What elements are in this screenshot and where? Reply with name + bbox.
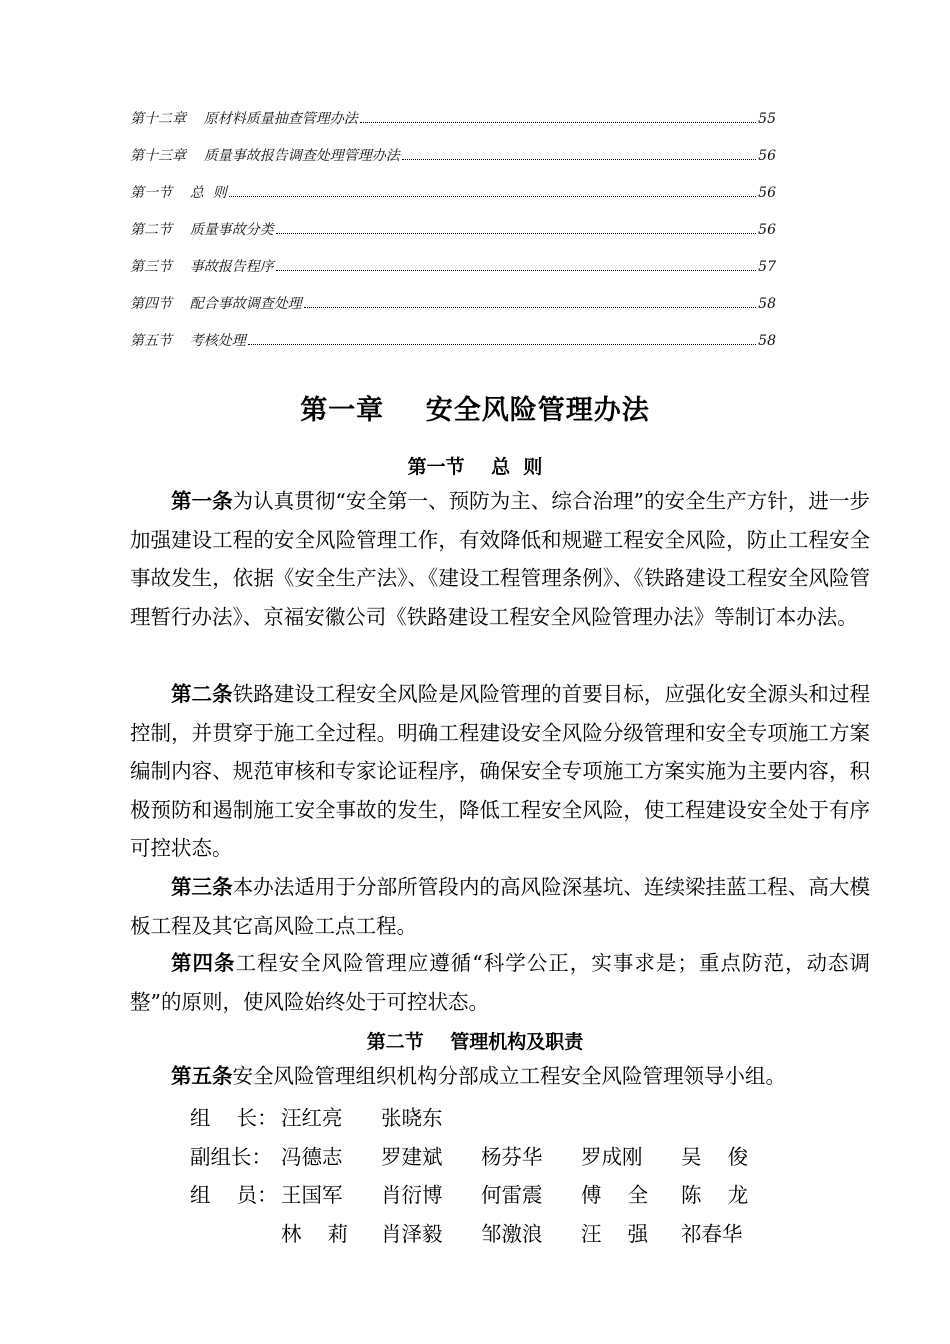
member-name: 肖泽毅 — [381, 1221, 443, 1246]
article-label: 第二条 — [171, 682, 233, 706]
toc-leader-dots — [276, 270, 756, 271]
toc-entry[interactable] — [130, 219, 776, 256]
member-name: 陈 龙 — [681, 1183, 749, 1208]
table-of-contents — [130, 108, 776, 367]
toc-entry-page: 56 — [758, 185, 776, 201]
article-3 — [130, 868, 870, 945]
toc-entry-page: 56 — [758, 222, 776, 238]
member-name: 何雷震 — [481, 1183, 543, 1208]
member-name: 祁春华 — [681, 1221, 743, 1246]
member-name: 罗成刚 — [581, 1144, 643, 1169]
member-name: 王国军 — [281, 1183, 343, 1208]
article-label: 第一条 — [171, 489, 233, 513]
member-name: 张晓东 — [381, 1106, 443, 1131]
toc-entry[interactable] — [130, 330, 776, 367]
chapter-title: 第一章 安全风险管理办法 — [300, 395, 650, 426]
member-name: 汪 强 — [581, 1221, 649, 1246]
toc-entry[interactable] — [130, 145, 776, 182]
toc-entry[interactable] — [130, 182, 776, 219]
toc-entry-page: 56 — [758, 148, 776, 164]
toc-entry[interactable] — [130, 256, 776, 293]
toc-entry-label: 第二节 质量事故分类 — [130, 222, 274, 238]
role-label: 组 长： — [190, 1106, 278, 1131]
role-label: 组 员： — [190, 1183, 278, 1208]
article-1 — [130, 482, 870, 636]
member-row — [190, 1174, 781, 1213]
toc-entry-label: 第四节 配合事故调查处理 — [130, 296, 302, 312]
member-name: 林 莉 — [281, 1221, 349, 1246]
article-label: 第四条 — [171, 951, 236, 975]
toc-leader-dots — [276, 233, 756, 234]
toc-entry[interactable] — [130, 108, 776, 145]
leadership-group-list — [190, 1097, 781, 1251]
toc-leader-dots — [402, 159, 756, 160]
article-4 — [130, 944, 870, 1021]
member-name: 罗建斌 — [381, 1144, 443, 1169]
toc-leader-dots — [304, 307, 756, 308]
toc-entry-label: 第五节 考核处理 — [130, 333, 246, 349]
toc-leader-dots — [248, 344, 756, 345]
section-title-general: 第一节 总 则 — [407, 456, 543, 478]
member-row — [190, 1213, 781, 1252]
toc-entry-label: 第三节 事故报告程序 — [130, 259, 274, 275]
toc-leader-dots — [229, 196, 756, 197]
toc-leader-dots — [360, 122, 756, 123]
article-label: 第三条 — [171, 875, 233, 899]
toc-entry-page: 58 — [758, 296, 776, 312]
toc-entry-page: 57 — [758, 259, 776, 275]
toc-entry-label: 第十三章 质量事故报告调查处理管理办法 — [130, 148, 400, 164]
section-title-organization: 第二节 管理机构及职责 — [366, 1031, 584, 1053]
toc-entry-page: 55 — [758, 111, 776, 127]
member-name: 吴 俊 — [681, 1144, 749, 1169]
toc-entry-page: 58 — [758, 333, 776, 349]
article-text: 铁路建设工程安全风险是风险管理的首要目标，应强化安全源头和过程控制，并贯穿于施工全过程。明确工程建设安全风险分级管理和安全专项施工方案编制内容、规范审核和专家论证程序，确保安全专项施工方案实施为主要内容，积极预防和遏制施工安全事故的发生，降低工程安全风险，使工程建设安全处于有序可控状态。 — [130, 682, 871, 860]
member-name: 汪红亮 — [281, 1106, 343, 1131]
article-text: 本办法适用于分部所管段内的高风险深基坑、连续梁挂蓝工程、高大模板工程及其它高风险工点工程。 — [130, 875, 871, 938]
member-name: 邹激浪 — [481, 1221, 543, 1246]
article-text: 工程安全风险管理应遵循“科学公正，实事求是；重点防范，动态调整”的原则，使风险始终处于可控状态。 — [130, 951, 871, 1014]
member-name: 肖衍博 — [381, 1183, 443, 1208]
member-name: 杨芬华 — [481, 1144, 543, 1169]
toc-entry-label: 第一节 总 则 — [130, 185, 227, 201]
member-name: 冯德志 — [281, 1144, 343, 1169]
article-text: 安全风险管理组织机构分部成立工程安全风险管理领导小组。 — [232, 1064, 786, 1088]
article-label: 第五条 — [171, 1064, 233, 1088]
toc-entry[interactable] — [130, 293, 776, 330]
leader-row — [190, 1097, 781, 1136]
deputy-row — [190, 1136, 781, 1175]
member-name: 傅 全 — [581, 1183, 649, 1208]
toc-entry-label: 第十二章 原材料质量抽查管理办法 — [130, 111, 358, 127]
role-label: 副组长： — [190, 1144, 272, 1169]
article-2 — [130, 675, 870, 868]
article-text: 为认真贯彻“安全第一、预防为主、综合治理”的安全生产方针，进一步加强建设工程的安全风险管理工作，有效降低和规避工程安全风险，防止工程安全事故发生，依据《安全生产法》、《建设工程管理条例》、《铁路建设工程安全风险管理暂行办法》、京福安徽公司《铁路建设工程安全风险管理办法》等制订本办法。 — [130, 489, 870, 629]
article-5 — [130, 1057, 870, 1096]
